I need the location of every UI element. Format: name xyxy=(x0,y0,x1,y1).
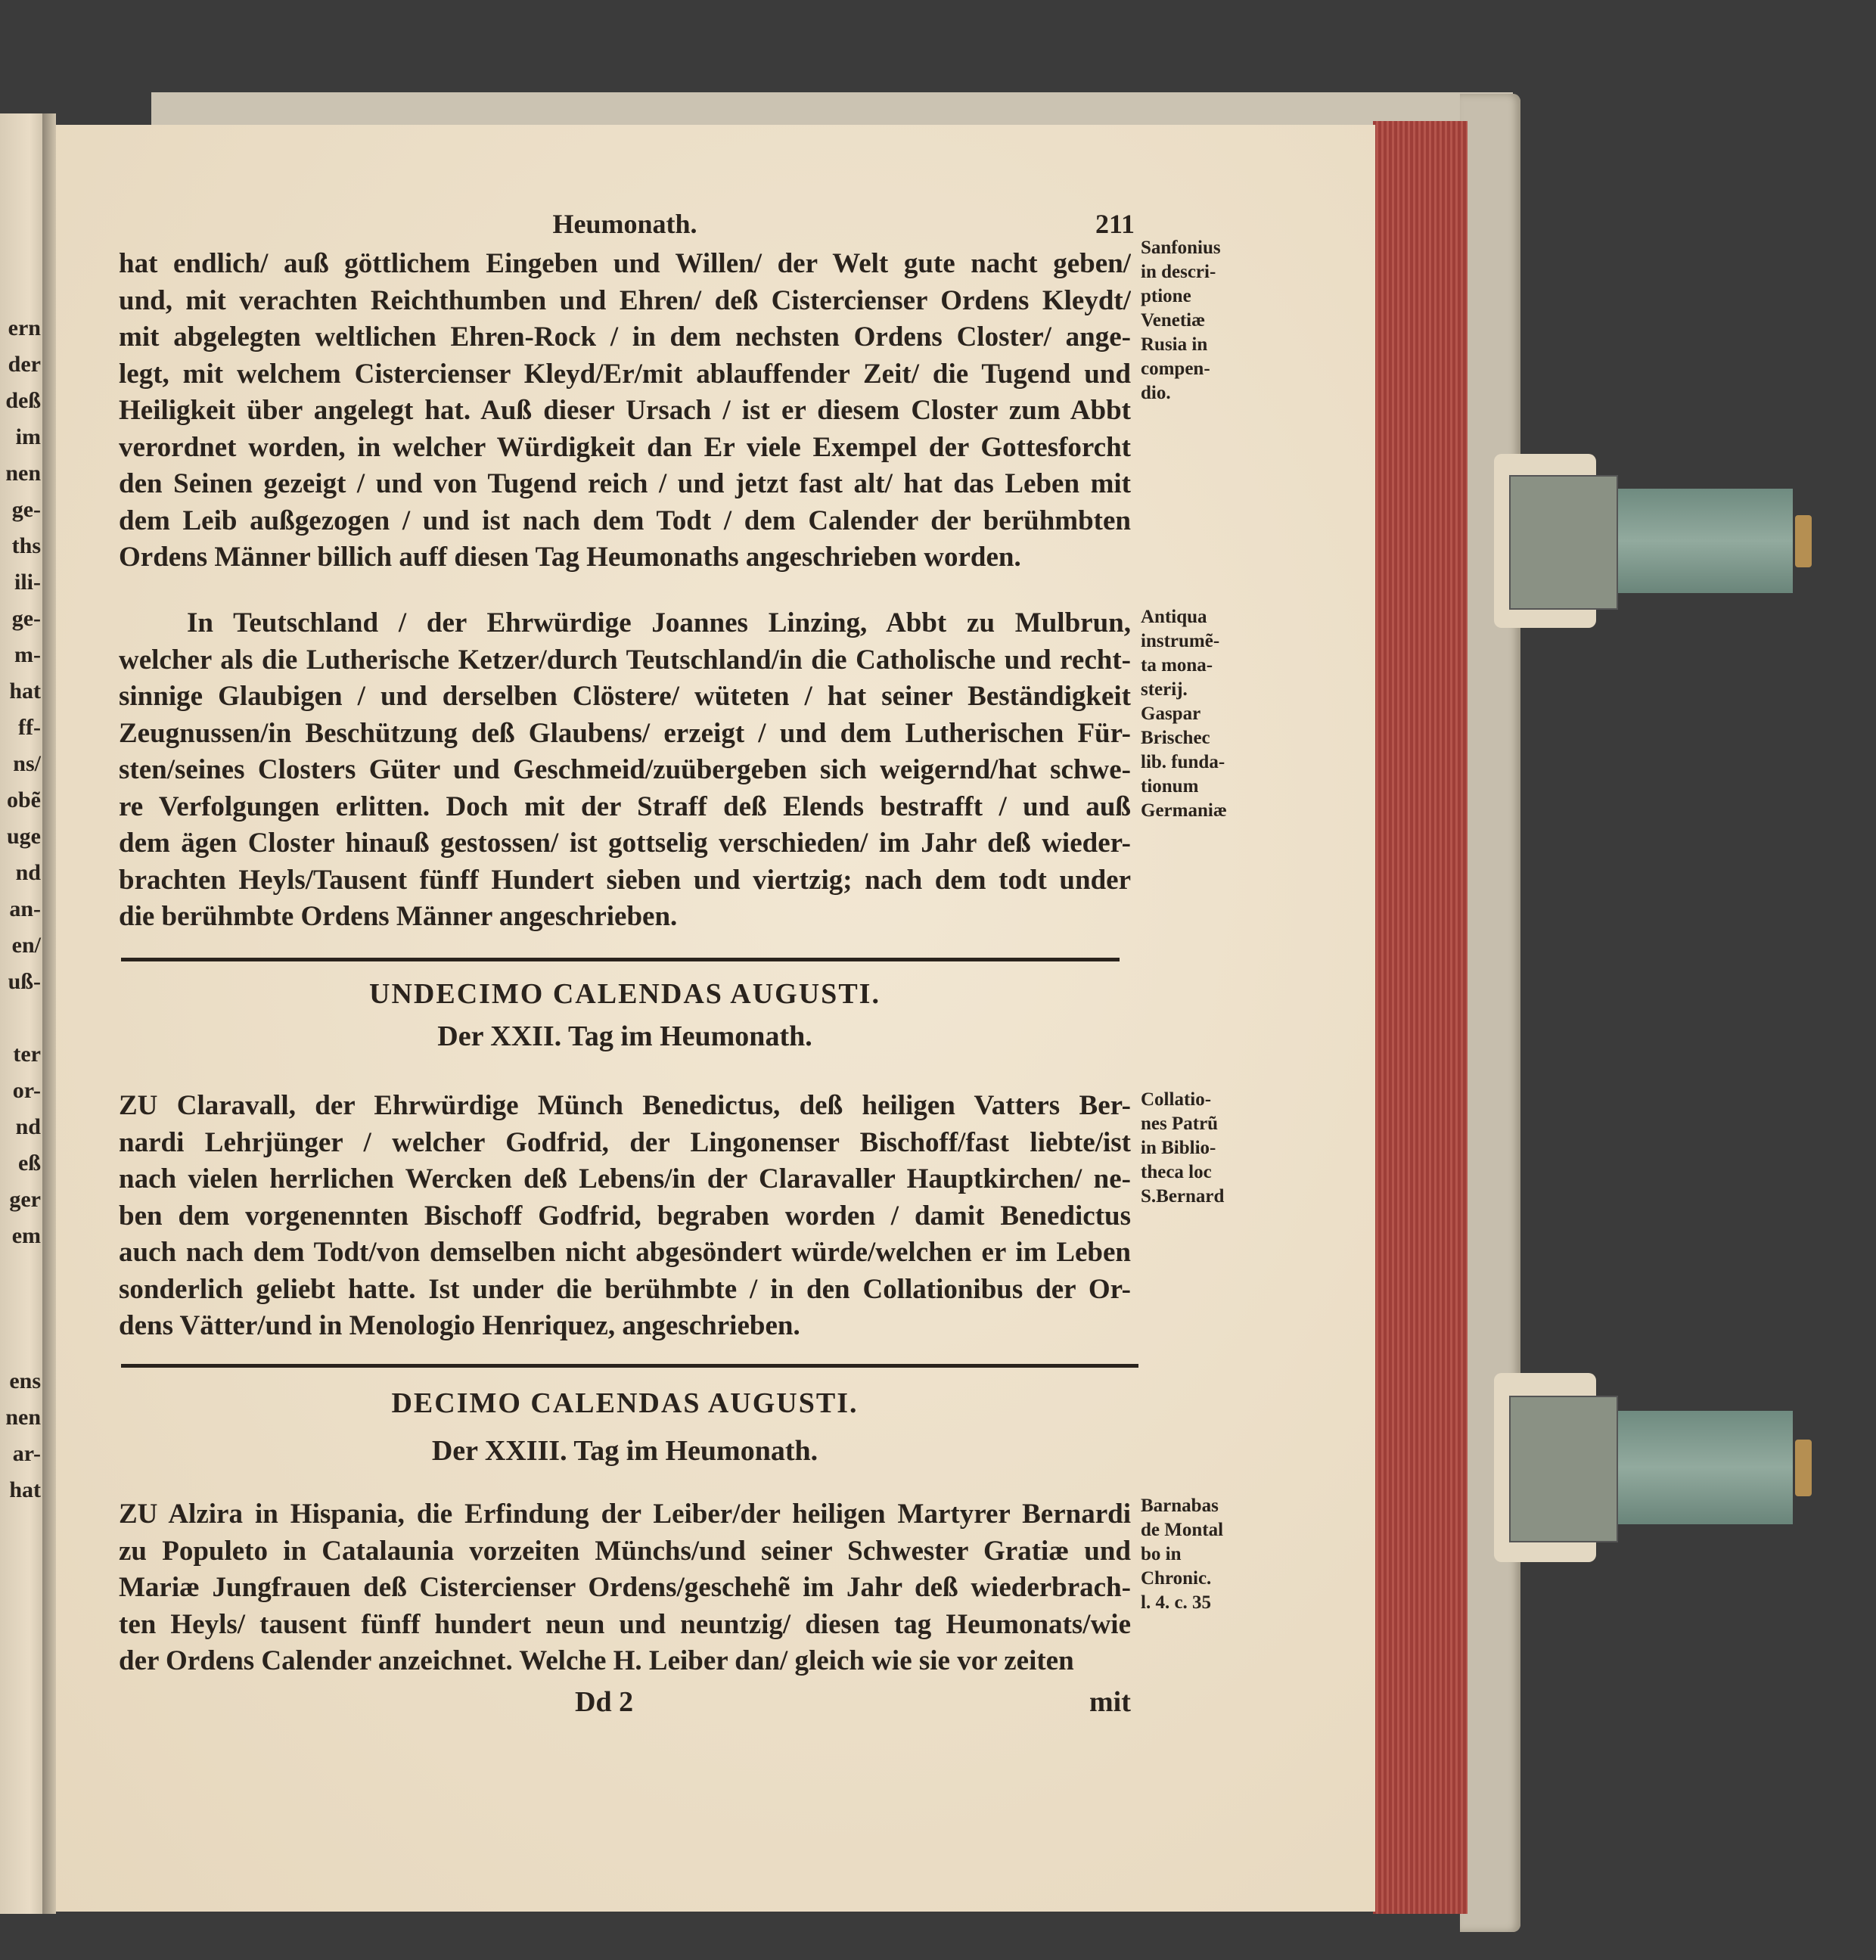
left-page-fragment: nen xyxy=(5,461,41,486)
margin-note-line: Venetiæ xyxy=(1141,310,1206,331)
margin-note-line: theca loc xyxy=(1141,1162,1212,1182)
left-page-fragment: ter xyxy=(13,1042,41,1067)
margin-note-line: Barnabas xyxy=(1141,1496,1219,1516)
text-line: der Ordens Calender anzeichnet. Welche H. Leiber dan/ gleich wie sie vor zeiten xyxy=(119,1645,1074,1676)
text-line: hat endlich/ auß göttlichem Eingeben und Willen/ der Welt gute nacht geben/ xyxy=(119,248,1131,279)
text-line: ben dem vorgenennten Bischoff Godfrid, begraben worden / damit Benedictus xyxy=(119,1200,1131,1232)
margin-note-line: Antiqua xyxy=(1141,607,1207,627)
clasp-upper xyxy=(1494,454,1812,628)
clasp-lower xyxy=(1494,1373,1812,1562)
left-page-fragment: nen xyxy=(5,1405,41,1430)
book-gutter xyxy=(42,113,56,1914)
signature-mark: Dd 2 xyxy=(575,1686,634,1718)
text-line: Ordens Männer billich auff diesen Tag Heumonaths angeschrieben worden. xyxy=(119,542,1021,573)
text-line: ten Heyls/ tausent fünff hundert neun und neuntzig/ diesen tag Heumonats/wie xyxy=(119,1608,1131,1640)
margin-note xyxy=(1141,236,1262,405)
section-subheading: Der XXII. Tag im Heumonath. xyxy=(437,1020,812,1052)
left-page-fragment: der xyxy=(8,352,41,377)
margin-note-line: compen- xyxy=(1141,359,1210,379)
red-page-edges xyxy=(1373,121,1468,1914)
section-heading: DECIMO CALENDAS AUGUSTI. xyxy=(391,1387,859,1419)
left-page-fragment: en/ xyxy=(11,933,41,958)
facing-left-page xyxy=(0,113,42,1914)
text-line: dem Leib außgezogen / und ist nach dem Todt / dem Calender der berühmbten xyxy=(119,505,1131,536)
text-line: ZU Alzira in Hispania, die Erfindung der Leiber/der heiligen Martyrer Bernardi xyxy=(119,1499,1131,1530)
margin-note-line: ptione xyxy=(1141,286,1191,306)
text-line: auch nach dem Todt/von demselben nicht abgesöndert würde/welchen er im Leben xyxy=(119,1237,1131,1268)
text-line: re Verfolgungen erlitten. Doch mit der Straff deß Elends bestrafft / und auß xyxy=(119,791,1131,822)
clasp-plate xyxy=(1509,1396,1618,1542)
left-page-fragment: uge xyxy=(7,824,41,849)
margin-note-line: in descri- xyxy=(1141,262,1216,282)
left-page-fragment: ar- xyxy=(12,1441,41,1466)
margin-note-line: S.Bernard xyxy=(1141,1186,1225,1207)
margin-note-line: Chronic. xyxy=(1141,1568,1212,1589)
text-line: legt, mit welchem Cistercienser Kleyd/Er/mit ablauffender Zeit/ die Tugend und xyxy=(119,358,1131,390)
margin-note-line: nes Patrũ xyxy=(1141,1114,1219,1134)
left-page-fragment: ff- xyxy=(18,715,41,740)
left-page-fragment: an- xyxy=(9,896,41,921)
text-line: welcher als die Lutherische Ketzer/durch Teutschland/in die Catholische und recht- xyxy=(119,644,1131,676)
clasp-pin xyxy=(1795,1440,1812,1496)
section-rule xyxy=(121,1364,1138,1368)
margin-note xyxy=(1141,1494,1262,1615)
margin-note-line: bo in xyxy=(1141,1544,1182,1564)
left-page-fragment: ge- xyxy=(11,606,41,631)
text-line: die berühmbte Ordens Männer angeschrieben. xyxy=(119,901,678,932)
text-line: verordnet worden, in welcher Würdigkeit dan Er viele Exempel der Gottesforcht xyxy=(119,431,1131,463)
margin-note-line: Sanfonius xyxy=(1141,238,1221,258)
paragraph-1 xyxy=(119,246,1131,576)
section-rule xyxy=(121,958,1120,961)
left-page-fragment: ths xyxy=(11,533,41,558)
margin-note-line: Collatio- xyxy=(1141,1089,1212,1110)
left-page-fragment: ns/ xyxy=(13,751,41,776)
text-line: brachten Heyls/Tausent fünff Hundert sieben und viertzig; nach dem todt under xyxy=(119,864,1131,896)
margin-note-line: Rusia in xyxy=(1141,334,1208,355)
text-line: sten/seines Closters Güter und Geschmeid/zuübergeben sich weigernd/hat schwe- xyxy=(119,754,1131,785)
paragraph-3 xyxy=(119,1088,1131,1345)
running-title: Heumonath. xyxy=(552,209,697,239)
left-page-fragment: m- xyxy=(14,642,41,667)
margin-note-line: Germaniæ xyxy=(1141,800,1227,821)
left-page-fragment: nd xyxy=(15,860,41,885)
left-page-fragment: em xyxy=(11,1223,41,1248)
text-line: In Teutschland / der Ehrwürdige Joannes Linzing, Abbt zu Mulbrun, xyxy=(187,607,1131,638)
margin-note-line: in Biblio- xyxy=(1141,1138,1216,1158)
left-page-fragment: obẽ xyxy=(7,787,41,812)
text-line: sinnige Glaubigen / und derselben Clöstere/ wüteten / hat seiner Beständigkeit xyxy=(119,681,1131,712)
margin-note-line: l. 4. c. 35 xyxy=(1141,1592,1212,1613)
left-page-fragment: ens xyxy=(9,1368,41,1393)
text-line: Mariæ Jungfrauen deß Cistercienser Ordens/geschehẽ im Jahr deß wiederbrach- xyxy=(119,1572,1131,1603)
clasp-pin xyxy=(1795,515,1812,567)
running-header xyxy=(119,208,1135,244)
left-page-fragment: hat xyxy=(9,679,41,704)
book-cover-board xyxy=(1460,94,1520,1932)
margin-note-line: Brischec xyxy=(1141,728,1210,748)
text-line: dem ägen Closter hinauß gestossen/ ist gottselig verschieden/ im Jahr deß wieder- xyxy=(119,828,1131,859)
clasp-plate xyxy=(1509,475,1618,610)
text-line: den Seinen gezeigt / und von Tugend reich / und jetzt fast alt/ hat das Leben mit xyxy=(119,468,1131,499)
left-page-fragment: nd xyxy=(15,1114,41,1139)
paragraph-2 xyxy=(119,605,1131,936)
margin-note-line: instrumẽ- xyxy=(1141,631,1220,651)
text-line: sonderlich geliebt hatte. Ist under die berühmbte / in den Collationibus der Or- xyxy=(119,1273,1131,1305)
margin-note-line: de Montal xyxy=(1141,1520,1224,1540)
left-page-fragment: or- xyxy=(12,1078,41,1103)
section-subheading: Der XXIII. Tag im Heumonath. xyxy=(431,1435,818,1467)
text-line: nach vielen herrlichen Wercken deß Lebens/in der Claravaller Hauptkirchen/ ne- xyxy=(119,1163,1131,1194)
text-line: und, mit verachten Reichthumben und Ehren/ deß Cistercienser Ordens Kleydt/ xyxy=(119,284,1131,316)
left-page-fragment: ili- xyxy=(14,570,41,595)
text-line: nardi Lehrjünger / welcher Godfrid, der Lingonenser Bischoff/fast liebte/ist xyxy=(119,1126,1131,1158)
text-line: mit abgelegten weltlichen Ehren-Rock / in dem nechsten Ordens Closter/ ange- xyxy=(119,321,1131,353)
text-line: ZU Claravall, der Ehrwürdige Münch Benedictus, deß heiligen Vatters Ber- xyxy=(119,1090,1131,1121)
left-page-fragment: ern xyxy=(8,315,41,340)
paragraph-4 xyxy=(119,1496,1131,1680)
text-line: dens Vätter/und in Menologio Henriquez, angeschrieben. xyxy=(119,1310,800,1341)
left-page-fragment: uß- xyxy=(8,969,41,994)
catchword: mit xyxy=(1089,1686,1131,1718)
left-page-fragment: deß xyxy=(5,388,41,413)
page-number: 211 xyxy=(1095,209,1135,239)
margin-note-line: sterij. xyxy=(1141,679,1188,700)
margin-note-line: dio. xyxy=(1141,383,1171,403)
left-page-fragment: ger xyxy=(9,1187,41,1212)
left-page-fragment: hat xyxy=(9,1477,41,1502)
left-page-fragment: eß xyxy=(18,1151,41,1176)
margin-note-line: tionum xyxy=(1141,776,1199,797)
text-line: Heiligkeit über angelegt hat. Auß dieser Ursach / ist er diesem Closter zum Abbt xyxy=(119,395,1131,426)
text-line: zu Populeto in Catalaunia vorzeiten Münchs/und seiner Schwester Gratiæ und xyxy=(119,1535,1131,1567)
left-page-fragment: im xyxy=(15,424,41,449)
left-page-fragment: ge- xyxy=(11,497,41,522)
text-line: Zeugnussen/in Beschützung deß Glaubens/ erzeigt / und dem Lutherischen Für- xyxy=(119,717,1131,749)
margin-note-line: ta mona- xyxy=(1141,655,1213,676)
margin-note xyxy=(1141,1088,1262,1209)
margin-note xyxy=(1141,605,1262,823)
margin-note-line: lib. funda- xyxy=(1141,752,1225,772)
section-heading: UNDECIMO CALENDAS AUGUSTI. xyxy=(369,978,881,1010)
margin-note-line: Gaspar xyxy=(1141,704,1201,724)
